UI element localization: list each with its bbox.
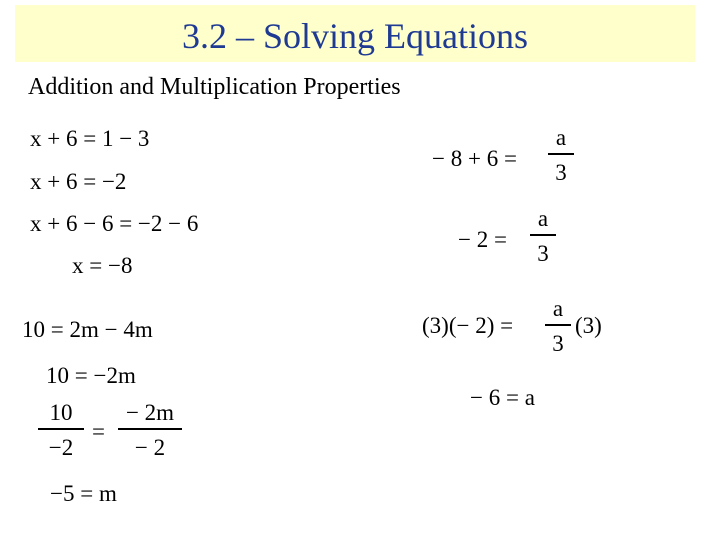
fraction-denominator: 3 [537, 240, 549, 266]
fraction-10-over-neg2 [38, 401, 84, 459]
equation-line-4: x = −8 [72, 253, 133, 278]
fraction-bar [530, 234, 556, 236]
fraction-numerator: − 2m [125, 400, 175, 425]
slide-title: 3.2 – Solving Equations [181, 16, 528, 56]
right-line-4: − 6 = a [470, 385, 535, 410]
right-line-3-lhs: (3)(− 2) = [422, 313, 514, 338]
fraction-denominator: −2 [48, 434, 74, 460]
equals-sign: = [92, 419, 105, 444]
right-line-2-lhs: − 2 = [458, 227, 507, 252]
title-bar [15, 5, 695, 62]
slide-subtitle: Addition and Multiplication Properties [28, 74, 401, 100]
fraction-numerator: a [537, 206, 549, 231]
equation-line-6: 10 = −2m [46, 363, 136, 388]
fraction-denominator: − 2 [134, 434, 166, 460]
equation-line-5: 10 = 2m − 4m [22, 317, 153, 342]
fraction-bar [548, 153, 574, 155]
fraction-numerator: a [555, 125, 567, 150]
fraction-a-over-3 [545, 297, 571, 355]
right-line-3-rhs: (3) [575, 313, 602, 338]
equation-line-8: −5 = m [50, 481, 117, 506]
fraction-a-over-3 [530, 207, 556, 265]
equation-line-2: x + 6 = −2 [30, 169, 127, 194]
fraction-bar [118, 428, 182, 430]
fraction-a-over-3 [548, 126, 574, 184]
fraction-denominator: 3 [552, 330, 564, 356]
fraction-denominator: 3 [555, 159, 567, 185]
fraction-neg2m-over-neg2 [118, 401, 182, 459]
equation-line-3: x + 6 − 6 = −2 − 6 [30, 211, 199, 236]
right-line-1-lhs: − 8 + 6 = [432, 146, 517, 171]
equation-line-1: x + 6 = 1 − 3 [30, 126, 150, 151]
fraction-numerator: a [552, 296, 564, 321]
fraction-bar [38, 428, 84, 430]
fraction-bar [545, 324, 571, 326]
fraction-numerator: 10 [49, 400, 73, 425]
